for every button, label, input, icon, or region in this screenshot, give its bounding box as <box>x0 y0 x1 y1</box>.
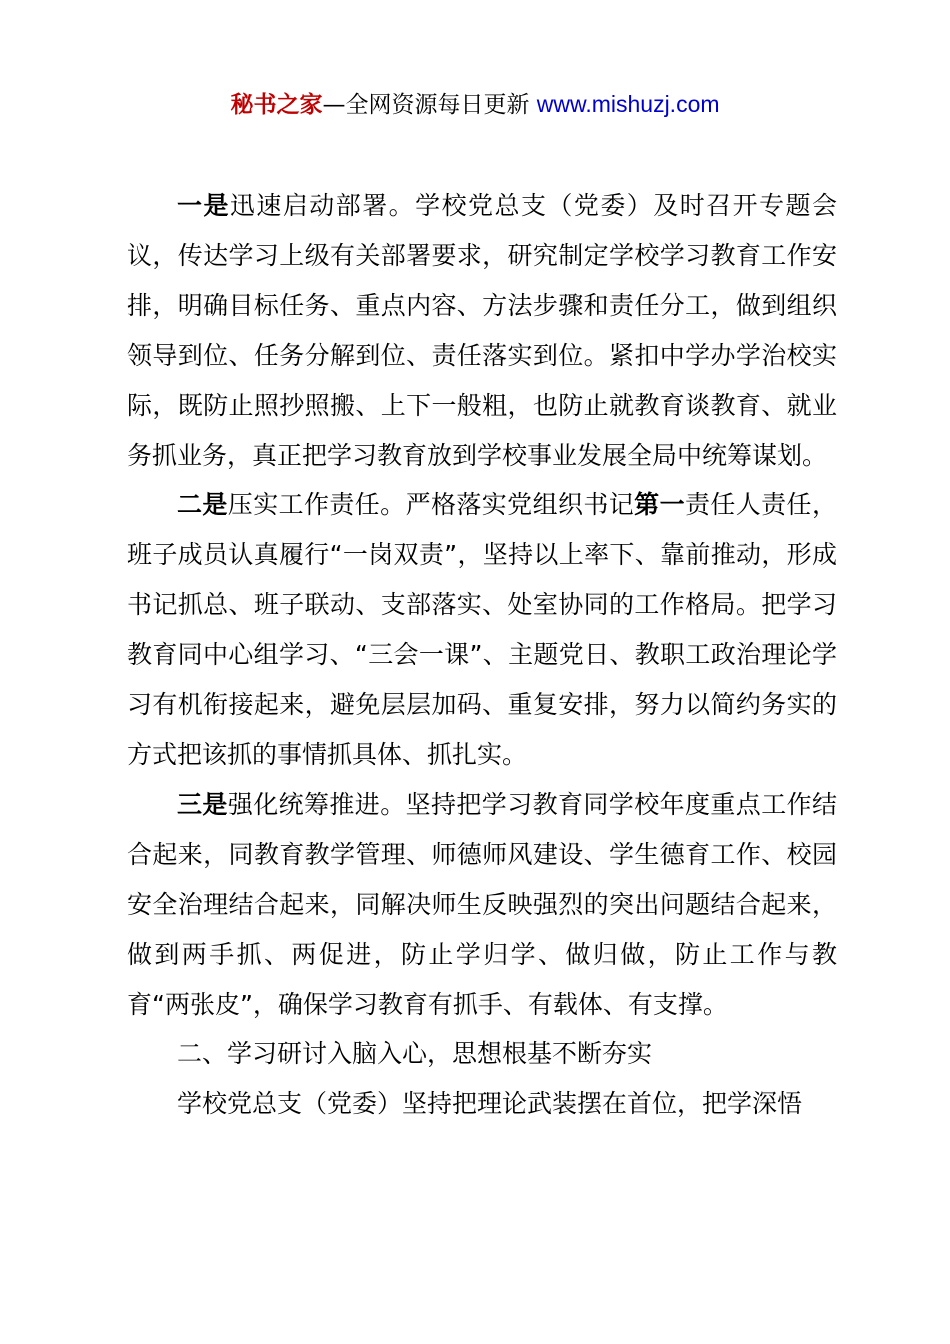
paragraph-3 <box>127 780 837 1030</box>
site-brand: 秘书之家 <box>230 92 323 118</box>
paragraph-1-text: 迅速启动部署。学校党总支（党委）及时召开专题会议，传达学习上级有关部署要求，研究制定学校学习教育工作安排，明确目标任务、重点内容、方法步骤和责任分工，做到组织领导到位、任务分解到位、责任落实到位。紧扣中学办学治校实际，既防止照抄照搬、上下一般粗，也防止就教育谈教育、就业务抓业务，真正把学习教育放到学校事业发展全局中统筹谋划。 <box>127 191 837 470</box>
paragraph-2 <box>127 480 837 779</box>
paragraph-2-emphasis: 第一 <box>634 490 685 520</box>
paragraph-2-text-a: 压实工作责任。严格落实党组织书记 <box>227 490 635 520</box>
paragraph-2-text-b: 责任人责任，班子成员认真履行“一岗双责”，坚持以上率下、靠前推动，形成书记抓总、班子联动、支部落实、处室协同的工作格局。把学习教育同中心组学习、“三会一课”、主题党日、教职工政治理论学习有机衔接起来，避免层层加码、重复安排，努力以简约务实的方式把该抓的事情抓具体、抓扎实。 <box>127 490 837 769</box>
document-body <box>127 181 837 1129</box>
paragraph-2-lead: 二是 <box>177 490 228 520</box>
site-tagline: —全网资源每日更新 <box>322 92 537 118</box>
site-url-link[interactable]: www.mishuzj.com <box>536 91 720 117</box>
paragraph-3-lead: 三是 <box>177 789 228 819</box>
paragraph-1-lead: 一是 <box>177 191 230 220</box>
section-heading: 二、学习研讨入脑入心，思想根基不断夯实 <box>177 1039 653 1069</box>
paragraph-3-text: 强化统筹推进。坚持把学习教育同学校年度重点工作结合起来，同教育教学管理、师德师风建设、学生德育工作、校园安全治理结合起来，同解决师生反映强烈的突出问题结合起来，做到两手抓、两促进，防止学归学、做归做，防止工作与教育“两张皮”，确保学习教育有抓手、有载体、有支撑。 <box>127 789 837 1019</box>
site-header <box>0 86 950 123</box>
paragraph-4: 学校党总支（党委）坚持把理论武装摆在首位，把学深悟 <box>177 1089 803 1119</box>
paragraph-1 <box>127 181 837 480</box>
